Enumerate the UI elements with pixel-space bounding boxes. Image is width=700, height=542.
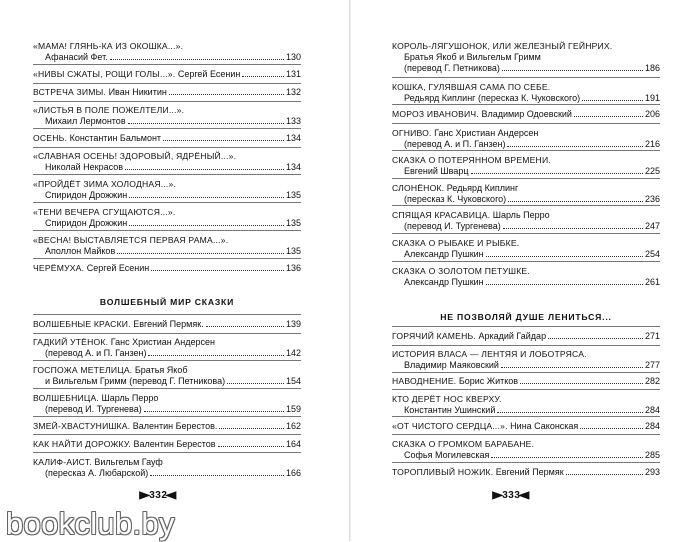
toc-line: [33, 246, 301, 257]
toc-line: [392, 41, 660, 52]
entry-title: ЧЕРЁМУХА.: [33, 263, 85, 273]
toc-entry: [33, 337, 301, 359]
toc-line: [33, 439, 301, 450]
toc-entry: [33, 393, 301, 415]
toc-entry: [33, 457, 301, 479]
entry-title: КТО ДЕРЁТ НОС КВЕРХУ.: [392, 394, 502, 404]
entry-author: Александр Пушкин: [404, 277, 484, 287]
dot-leader: [206, 326, 284, 327]
toc-line: [392, 93, 660, 104]
entry-author: Братья Якоб: [134, 365, 188, 375]
toc-entry: [392, 467, 660, 478]
dot-leader: [117, 253, 284, 254]
page-number: 293: [644, 467, 660, 477]
divider: [392, 326, 660, 327]
page-number: 131: [285, 69, 301, 79]
page-number: 261: [644, 277, 660, 287]
entry-translator: (перевод И. Тургенева): [45, 404, 142, 414]
dot-leader: [242, 76, 284, 77]
toc-entry: [392, 155, 660, 177]
toc-line: [33, 235, 301, 246]
toc-line: [392, 394, 660, 405]
divider: [392, 77, 660, 78]
toc-line: [33, 133, 301, 144]
divider: [33, 202, 301, 203]
divider: [33, 388, 301, 389]
toc-entry: [33, 69, 301, 80]
toc-line: [33, 87, 301, 98]
entry-title: СКАЗКА О ПОТЕРЯННОМ ВРЕМЕНИ.: [392, 155, 551, 165]
entry-title: «МАМА! ГЛЯНЬ-КА ИЗ ОКОШКА...».: [33, 41, 184, 51]
ornament-icon: ▶: [492, 490, 504, 501]
toc-line: [392, 183, 660, 194]
entry-title: КАК НАЙТИ ДОРОЖКУ.: [33, 439, 131, 449]
divider: [33, 333, 301, 334]
entry-title: «СЛАВНАЯ ОСЕНЬ! ЗДОРОВЫЙ, ЯДРЁНЫЙ...».: [33, 151, 237, 161]
entry-author: Спиридон Дрожжин: [45, 190, 128, 200]
entry-author: Аркадий Гайдар: [478, 331, 547, 341]
entry-title: СКАЗКА О ЗОЛОТОМ ПЕТУШКЕ.: [392, 266, 530, 276]
entry-title: ИСТОРИЯ ВЛАСА — ЛЕНТЯЯ И ЛОБОТРЯСА.: [392, 349, 587, 359]
entry-author: Евгений Пермяк: [495, 467, 564, 477]
toc-entry: [392, 376, 660, 387]
entry-author: Константин Ушинский: [404, 405, 496, 415]
entry-author: Борис Житков: [458, 376, 519, 386]
dot-leader: [144, 411, 284, 412]
toc-line: [392, 277, 660, 288]
page-number: 254: [644, 249, 660, 259]
entry-author: Владимир Маяковский: [404, 360, 499, 370]
divider: [392, 205, 660, 206]
entry-title: ОСЕНЬ.: [33, 133, 68, 143]
entry-title: ВОЛШЕБНИЦА.: [33, 393, 99, 403]
entry-title: «ОТ ЧИСТОГО СЕРДЦА...».: [392, 421, 508, 431]
entry-title: СПЯЩАЯ КРАСАВИЦА.: [392, 210, 491, 220]
dot-leader: [486, 256, 643, 257]
toc-entry: [33, 151, 301, 173]
page-number: 130: [285, 52, 301, 62]
page-number: 154: [285, 376, 301, 386]
toc-line: [33, 207, 301, 218]
toc-line: [392, 439, 660, 450]
entry-title: КОРОЛЬ-ЛЯГУШОНОК, ИЛИ ЖЕЛЕЗНЫЙ ГЕЙНРИХ.: [392, 41, 613, 51]
toc-line: [392, 210, 660, 221]
entry-author: Братья Якоб и Вильгельм Гримм: [404, 52, 541, 62]
dot-leader: [125, 169, 284, 170]
entry-translator: (перевод А. и П. Ганзен): [45, 348, 147, 358]
page-number: 134: [285, 162, 301, 172]
divider: [392, 178, 660, 179]
entry-title: СЛОНЁНОК.: [392, 183, 445, 193]
divider: [392, 372, 660, 373]
dot-leader: [520, 383, 643, 384]
toc-entry: [392, 183, 660, 205]
page-number: 166: [285, 468, 301, 478]
entry-title: ГОСПОЖА МЕТЕЛИЦА.: [33, 365, 133, 375]
entry-author: Шарль Перро: [492, 210, 550, 220]
dot-leader: [486, 284, 643, 285]
toc-line: [392, 166, 660, 177]
page-number: 282: [644, 376, 660, 386]
folio-number: 332: [149, 490, 168, 501]
dot-leader: [548, 338, 643, 339]
dot-leader: [219, 428, 284, 429]
toc-line: [392, 63, 660, 74]
toc-entry: [392, 266, 660, 288]
toc-entry: [33, 235, 301, 257]
page-number: 133: [285, 116, 301, 126]
page-number: 216: [644, 139, 660, 149]
toc-entry: [33, 133, 301, 144]
divider: [33, 258, 301, 259]
toc-line: [33, 468, 301, 479]
section-heading: НЕ ПОЗВОЛЯЙ ДУШЕ ЛЕНИТЬСЯ...: [440, 312, 612, 322]
entry-author: Софья Могилевская: [404, 450, 490, 460]
toc-line: [392, 194, 660, 205]
dot-leader: [227, 383, 284, 384]
toc-entry: [33, 105, 301, 127]
divider: [33, 64, 301, 65]
toc-entry: [33, 421, 301, 432]
toc-entry: [33, 319, 301, 330]
page-number: 164: [285, 439, 301, 449]
page-number: 285: [644, 450, 660, 460]
divider: [33, 416, 301, 417]
toc-entry: [392, 238, 660, 260]
entry-title: «ТЕНИ ВЕЧЕРА СГУЩАЮТСЯ...».: [33, 207, 176, 217]
page-number: 277: [644, 360, 660, 370]
dot-leader: [497, 412, 643, 413]
entry-author: Вильгельм Гауф: [94, 457, 163, 467]
entry-author: Афанасий Фет.: [45, 52, 108, 62]
toc-line: [33, 263, 301, 274]
page-number: 132: [285, 87, 301, 97]
divider: [392, 389, 660, 390]
dot-leader: [150, 475, 284, 476]
entry-title: ЗМЕЙ-ХВАСТУНИШКА.: [33, 421, 131, 431]
entry-translator: (перевод А. и П. Ганзен): [404, 139, 506, 149]
dot-leader: [503, 228, 643, 229]
entry-translator: (пересказ К. Чуковского): [404, 194, 507, 204]
entry-title: «НИВЫ СЖАТЫ, РОЩИ ГОЛЫ...».: [33, 69, 176, 79]
dot-leader: [163, 140, 284, 141]
ornament-icon: ◀: [165, 490, 178, 501]
divider: [392, 261, 660, 262]
toc-line: [392, 139, 660, 150]
toc-entry: [33, 207, 301, 229]
entry-author: Александр Пушкин: [404, 249, 484, 259]
toc-line: [392, 238, 660, 249]
toc-line: [33, 319, 301, 330]
toc-line: [33, 365, 301, 376]
dot-leader: [501, 367, 643, 368]
divider: [33, 101, 301, 102]
divider: [392, 434, 660, 435]
divider: [33, 230, 301, 231]
dot-leader: [507, 146, 642, 147]
toc-entry: [392, 41, 660, 74]
divider: [33, 434, 301, 435]
toc-line: [33, 421, 301, 432]
dot-leader: [129, 225, 284, 226]
section-heading: ВОЛШЕБНЫЙ МИР СКАЗКИ: [99, 297, 235, 307]
entry-title: «ЛИСТЬЯ В ПОЛЕ ПОЖЕЛТЕЛИ...».: [33, 105, 185, 115]
toc-entry: [392, 128, 660, 150]
dot-leader: [582, 100, 643, 101]
page-number: 136: [285, 263, 301, 273]
page-number: 186: [644, 63, 660, 73]
entry-author: Владимир Одоевский: [481, 109, 572, 119]
entry-translator: и Вильгельм Гримм (перевод Г. Петникова): [45, 376, 226, 386]
watermark: bookclub.by: [6, 506, 175, 541]
toc-line: [392, 421, 660, 432]
toc-line: [392, 467, 660, 478]
dot-leader: [169, 94, 284, 95]
entry-author: Константин Бальмонт: [69, 133, 162, 143]
entry-translator: (пересказ А. Любарской): [45, 468, 149, 478]
dot-leader: [491, 457, 643, 458]
entry-title: ГОРЯЧИЙ КАМЕНЬ.: [392, 331, 476, 341]
divider: [33, 83, 301, 84]
toc-line: [392, 109, 660, 120]
entry-author: Ганс Христиан Андерсен: [110, 337, 215, 347]
page-number: 271: [644, 331, 660, 341]
toc-entry: [33, 439, 301, 450]
toc-line: [33, 116, 301, 127]
toc-line: [33, 179, 301, 190]
toc-entry: [392, 439, 660, 461]
entry-author: Редьярд Киплинг: [446, 183, 519, 193]
divider: [33, 314, 301, 315]
entry-author: Шарль Перро: [101, 393, 159, 403]
entry-translator: (перевод Г. Петникова): [404, 63, 500, 73]
toc-line: [33, 52, 301, 63]
toc-entry: [33, 179, 301, 201]
divider: [392, 150, 660, 151]
page-number: 236: [644, 194, 660, 204]
entry-author: Спиридон Дрожжин: [45, 218, 128, 228]
dot-leader: [218, 446, 284, 447]
toc-line: [392, 155, 660, 166]
page-number: 225: [644, 166, 660, 176]
entry-title: «ПРОЙДЁТ ЗИМА ХОЛОДНАЯ...».: [33, 179, 177, 189]
toc-entry: [392, 210, 660, 232]
toc-entry: [33, 263, 301, 274]
entry-title: МОРОЗ ИВАНОВИЧ.: [392, 109, 479, 119]
ornament-icon: ◀: [518, 490, 531, 501]
dot-leader: [574, 116, 643, 117]
toc-line: [33, 404, 301, 415]
page-folio: [494, 490, 529, 501]
page-number: 139: [285, 319, 301, 329]
toc-line: [392, 376, 660, 387]
toc-line: [33, 337, 301, 348]
page-number: 135: [285, 246, 301, 256]
toc-line: [392, 266, 660, 277]
ornament-icon: ▶: [139, 490, 151, 501]
divider: [392, 462, 660, 463]
page-number: 247: [644, 221, 660, 231]
toc-line: [33, 348, 301, 359]
entry-title: КОШКА, ГУЛЯВШАЯ САМА ПО СЕБЕ.: [392, 82, 551, 92]
toc-line: [392, 349, 660, 360]
divider: [392, 416, 660, 417]
page-number: 284: [644, 405, 660, 415]
page-number: 134: [285, 133, 301, 143]
entry-author: Сергей Есенин: [86, 263, 150, 273]
entry-title: НАВОДНЕНИЕ.: [392, 376, 457, 386]
toc-entry: [33, 365, 301, 387]
entry-title: ТОРОПЛИВЫЙ НОЖИК.: [392, 467, 494, 477]
page-number: 135: [285, 190, 301, 200]
entry-author: Николай Некрасов: [45, 162, 123, 172]
entry-title: ОГНИВО.: [392, 128, 432, 138]
toc-line: [33, 151, 301, 162]
toc-entry: [392, 349, 660, 371]
toc-entry: [392, 82, 660, 104]
page-number: 159: [285, 404, 301, 414]
folio-number: 333: [502, 490, 521, 501]
toc-entry: [392, 331, 660, 342]
toc-line: [392, 331, 660, 342]
toc-line: [33, 162, 301, 173]
entry-title: СКАЗКА О РЫБАКЕ И РЫБКЕ.: [392, 238, 520, 248]
entry-author: Евгений Пермяк.: [133, 319, 204, 329]
entry-title: СКАЗКА О ГРОМКОМ БАРАБАНЕ.: [392, 439, 535, 449]
entry-author: Ганс Христиан Андерсен: [434, 128, 539, 138]
entry-author: Нина Саконская: [510, 421, 579, 431]
dot-leader: [151, 270, 284, 271]
toc-entry: [33, 87, 301, 98]
entry-author: Сергей Есенин: [177, 69, 241, 79]
page-number: 191: [644, 93, 660, 103]
toc-line: [392, 82, 660, 93]
dot-leader: [110, 59, 284, 60]
toc-line: [392, 221, 660, 232]
entry-title: ГАДКИЙ УТЁНОК.: [33, 337, 109, 347]
toc-line: [33, 376, 301, 387]
entry-title: «ВЕСНА! ВЫСТАВЛЯЕТСЯ ПЕРВАЯ РАМА...».: [33, 235, 229, 245]
book-gutter: [349, 0, 351, 541]
divider: [33, 174, 301, 175]
divider: [33, 147, 301, 148]
entry-title: ВСТРЕЧА ЗИМЫ.: [33, 87, 107, 97]
entry-author: Валентин Берестов.: [132, 421, 218, 431]
toc-line: [392, 450, 660, 461]
dot-leader: [128, 123, 284, 124]
page-number: 142: [285, 348, 301, 358]
page-number: 206: [644, 109, 660, 119]
entry-author: Михаил Лермонтов: [45, 116, 126, 126]
toc-entry: [33, 41, 301, 63]
page-number: 284: [644, 421, 660, 431]
toc-line: [392, 128, 660, 139]
entry-title: КАЛИФ-АИСТ.: [33, 457, 92, 467]
toc-entry: [392, 109, 660, 120]
divider: [392, 104, 660, 105]
toc-line: [33, 190, 301, 201]
left-page: [33, 0, 301, 541]
toc-line: [392, 249, 660, 260]
toc-line: [33, 457, 301, 468]
entry-author: Иван Никитин: [108, 87, 167, 97]
divider: [33, 452, 301, 453]
toc-line: [392, 405, 660, 416]
toc-line: [392, 52, 660, 63]
dot-leader: [471, 173, 643, 174]
toc-line: [33, 105, 301, 116]
entry-translator: (перевод И. Тургенева): [404, 221, 501, 231]
dot-leader: [508, 201, 643, 202]
divider: [33, 360, 301, 361]
toc-entry: [392, 421, 660, 432]
toc-line: [33, 41, 301, 52]
dot-leader: [502, 70, 643, 71]
divider: [392, 233, 660, 234]
toc-line: [33, 218, 301, 229]
toc-entry: [392, 394, 660, 416]
divider: [33, 128, 301, 129]
page-folio: [141, 490, 176, 501]
dot-leader: [580, 428, 643, 429]
toc-line: [33, 69, 301, 80]
dot-leader: [129, 197, 284, 198]
toc-line: [33, 393, 301, 404]
dot-leader: [566, 474, 643, 475]
page-number: 162: [285, 421, 301, 431]
entry-title: ВОЛШЕБНЫЕ КРАСКИ.: [33, 319, 131, 329]
dot-leader: [148, 355, 283, 356]
entry-author: Евгений Шварц: [404, 166, 469, 176]
entry-author: Аполлон Майков: [45, 246, 116, 256]
entry-author: Редьярд Киплинг (пересказ К. Чуковского): [404, 93, 581, 103]
toc-line: [392, 360, 660, 371]
entry-author: Валентин Берестов: [133, 439, 216, 449]
right-page: [392, 0, 660, 541]
divider: [392, 123, 660, 124]
divider: [392, 345, 660, 346]
page-number: 135: [285, 218, 301, 228]
